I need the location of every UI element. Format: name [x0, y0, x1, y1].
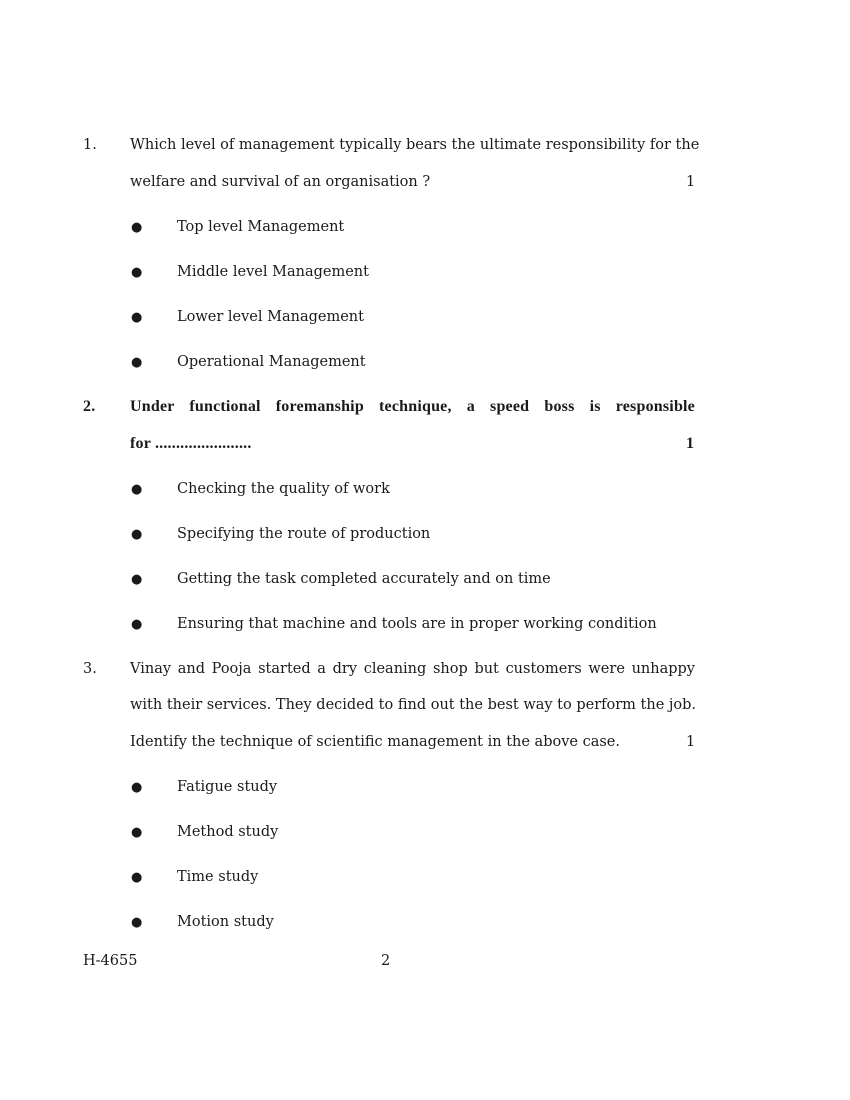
bullet-icon: ● [131, 780, 143, 795]
option: Top level Management [177, 219, 345, 235]
option: Lower level Management [177, 309, 364, 325]
question-number: 2. [83, 398, 96, 415]
question-text-line: welfare and survival of an organisation ? [130, 174, 431, 190]
option: Operational Management [177, 354, 366, 370]
option: Getting the task completed accurately and on time [177, 571, 551, 587]
option: Ensuring that machine and tools are in proper working condition [177, 616, 657, 632]
question-marks: 1 [686, 174, 696, 190]
bullet-icon: ● [131, 825, 143, 840]
bullet-icon: ● [131, 527, 143, 542]
bullet-icon: ● [131, 355, 143, 370]
bullet-icon: ● [131, 482, 143, 497]
question-text-line: with their services. They decided to find out the best way to perform the job. [130, 697, 697, 713]
option: Fatigue study [177, 779, 278, 795]
question-text-line: Under functional foremanship technique, a speed boss is responsible [130, 398, 695, 415]
bullet-icon: ● [131, 617, 143, 632]
question-number: 3. [83, 661, 97, 677]
question-number: 1. [83, 137, 97, 153]
question-marks: 1 [686, 734, 696, 750]
option: Method study [177, 824, 279, 840]
option: Time study [177, 869, 259, 885]
option: Motion study [177, 914, 274, 930]
bullet-icon: ● [131, 265, 143, 280]
page-number: 2 [381, 953, 391, 969]
bullet-icon: ● [131, 870, 143, 885]
bullet-icon: ● [131, 572, 143, 587]
question-text-line: for ....................... [130, 435, 252, 452]
bullet-icon: ● [131, 310, 143, 325]
question-text-line: Which level of management typically bears the ultimate responsibility for the [130, 137, 700, 153]
question-text-line: Identify the technique of scientific management in the above case. [130, 734, 620, 750]
option: Specifying the route of production [177, 526, 431, 542]
paper-code: H-4655 [83, 953, 138, 969]
bullet-icon: ● [131, 915, 143, 930]
question-marks: 1 [686, 435, 695, 452]
option: Middle level Management [177, 264, 369, 280]
bullet-icon: ● [131, 220, 143, 235]
question-text-line: Vinay and Pooja started a dry cleaning shop but customers were unhappy [130, 661, 695, 677]
option: Checking the quality of work [177, 481, 390, 497]
